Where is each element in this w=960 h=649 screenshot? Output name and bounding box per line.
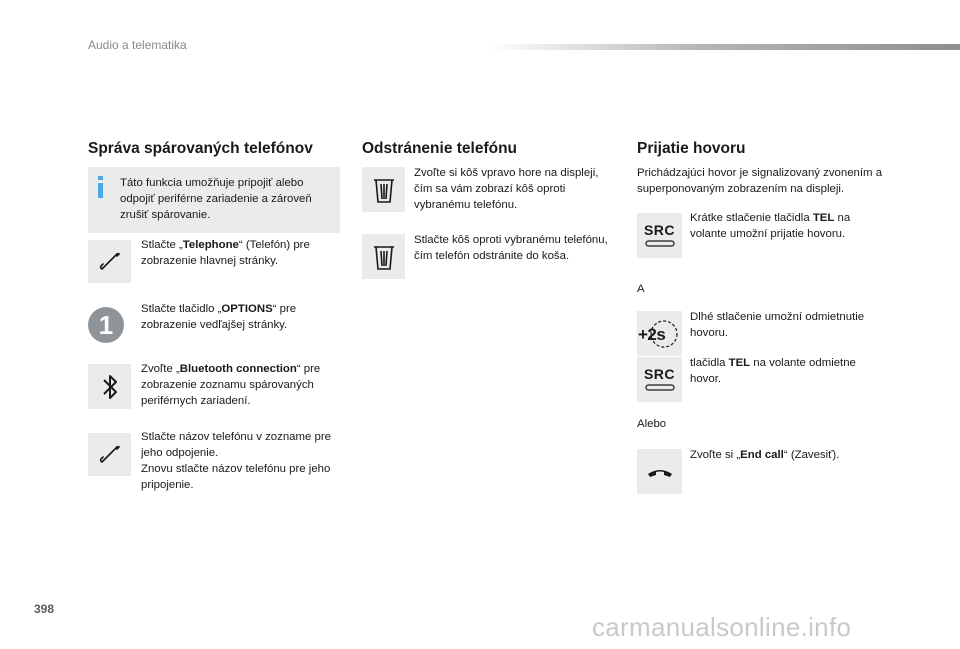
end-call-icon [637, 449, 682, 494]
src-button-icon [637, 213, 682, 258]
page-number: 398 [34, 602, 55, 616]
section-title-delete-phone: Odstránenie telefónu [362, 140, 518, 157]
info-text: Táto funkcia umožňuje pripojiť alebo odpojiť periférne zariadenie a zároveň zrušiť spárovanie. [120, 177, 312, 221]
info-box [88, 167, 340, 233]
receive-call-intro: Prichádzajúci hovor je signalizovaný zvonením a superponovaným zobrazením na displeji. [637, 167, 883, 195]
section-title-paired-phones: Správa spárovaných telefónov [88, 140, 313, 157]
src-button-icon-2 [637, 357, 682, 402]
label-alebo: Alebo [637, 418, 667, 430]
two-second-press-icon [637, 311, 682, 356]
step-select-trash: Zvoľte si kôš vpravo hore na displeji, čím sa vám zobrazí kôš oproti vybranému telefónu. [414, 167, 599, 211]
label-a: A [637, 283, 645, 295]
src-label-2: SRC [643, 366, 676, 382]
step-telephone: Stlačte „Telephone“ (Telefón) pre zobrazenie hlavnej stránky. [141, 239, 310, 267]
step-long-press: Dlhé stlačenie umožní odmietnutie hovoru. [690, 311, 865, 339]
phone-handset-icon-2 [88, 433, 131, 476]
duration-label: +2s [638, 325, 666, 344]
header-rule [488, 44, 960, 50]
info-icon [98, 176, 103, 196]
bluetooth-icon [88, 364, 131, 409]
step-press-trash: Stlačte kôš oproti vybranému telefónu, čím telefón odstránite do koša. [414, 234, 608, 262]
step-end-call: Zvoľte si „End call“ (Zavesiť). [690, 449, 840, 461]
step-short-press: Krátke stlačenie tlačidla TEL na volante umožní prijatie hovoru. [690, 212, 851, 240]
src-label: SRC [643, 222, 676, 238]
step-number-badge: 1 [88, 307, 124, 343]
running-header: Audio a telematika [88, 38, 187, 52]
trash-icon [362, 167, 405, 212]
watermark: carmanualsonline.info [592, 612, 852, 642]
step-bluetooth-connection: Zvoľte „Bluetooth connection“ pre zobrazenie zoznamu spárovaných periférnych zariadení. [141, 363, 321, 407]
step-options: Stlačte tlačidlo „OPTIONS“ pre zobrazenie vedľajšej stránky. [141, 303, 297, 331]
step-phone-name: Stlačte názov telefónu v zozname pre jeho odpojenie. Znovu stlačte názov telefónu pre jeho pripojenie. [141, 431, 331, 491]
section-title-receive-call: Prijatie hovoru [637, 140, 746, 157]
step-tel-reject: tlačidla TEL na volante odmietne hovor. [690, 357, 856, 385]
trash-icon-2 [362, 234, 405, 279]
phone-handset-icon [88, 240, 131, 283]
